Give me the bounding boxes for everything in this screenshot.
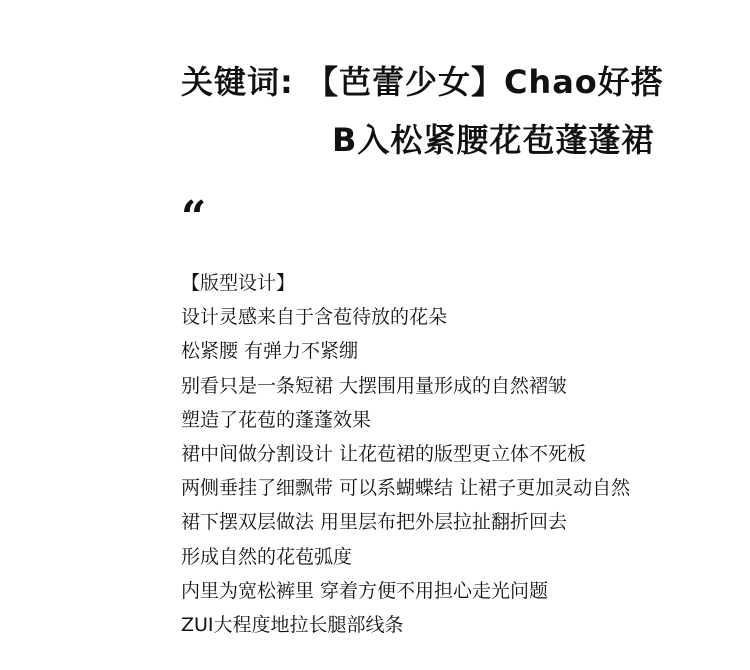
title-line-1: 关键词: 【芭蕾少女】Chao好搭: [181, 63, 664, 101]
description-line: 内里为宽松裤里 穿着方便不用担心走光问题: [181, 579, 549, 602]
description-line: 塑造了花苞的蓬蓬效果: [181, 408, 372, 431]
description-line: 松紧腰 有弹力不紧绷: [181, 340, 359, 363]
description-line: 裙中间做分割设计 让花苞裙的版型更立体不死板: [181, 443, 587, 466]
description-line: 别看只是一条短裙 大摆围用量形成的自然褶皱: [181, 374, 568, 397]
quote-mark-icon: “: [181, 192, 207, 243]
description-line: 两侧垂挂了细飘带 可以系蝴蝶结 让裙子更加灵动自然: [181, 477, 631, 500]
title-line-2: B入松紧腰花苞蓬蓬裙: [332, 121, 655, 159]
description-line: 设计灵感来自于含苞待放的花朵: [181, 306, 448, 329]
design-description-list: [181, 266, 630, 642]
description-line: 裙下摆双层做法 用里层布把外层拉扯翻折回去: [181, 511, 568, 534]
description-line: ZUI大程度地拉长腿部线条: [181, 614, 404, 637]
description-line: 形成自然的花苞弧度: [181, 545, 353, 568]
section-heading: 【版型设计】: [181, 272, 296, 294]
